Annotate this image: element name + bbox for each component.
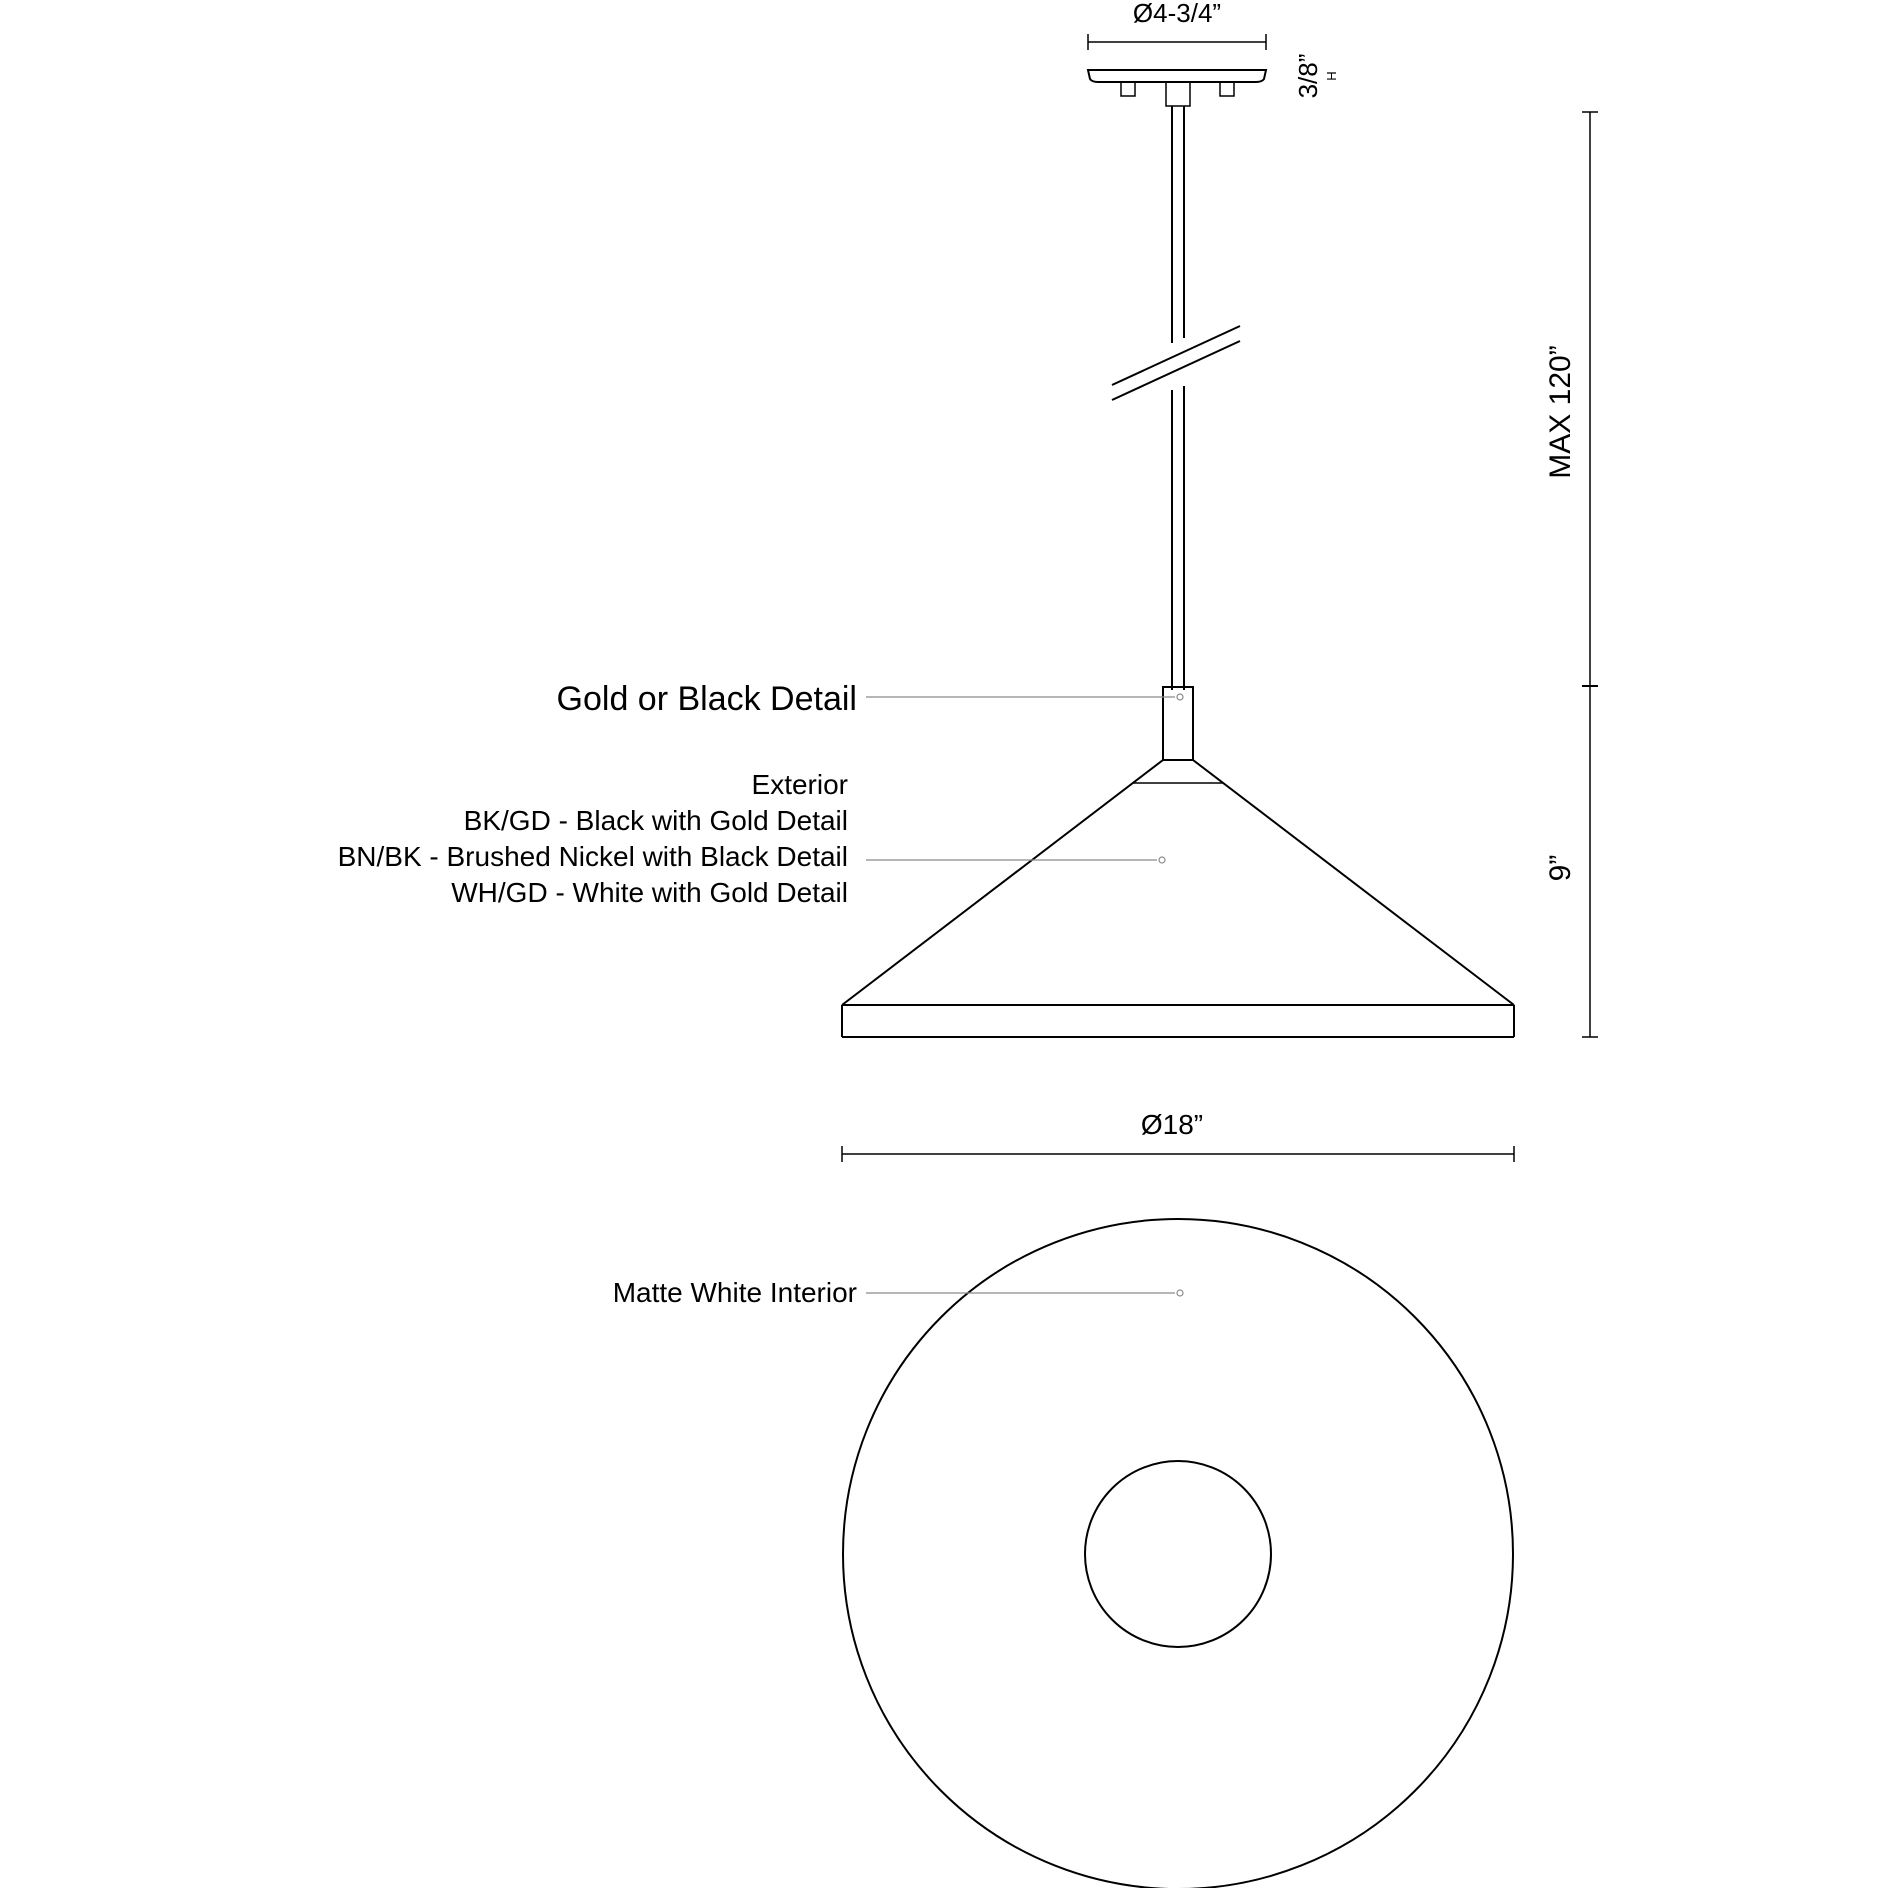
break-symbol bbox=[1112, 326, 1240, 400]
interior-callout bbox=[613, 1277, 1183, 1308]
exterior-option: WH/GD - White with Gold Detail bbox=[451, 877, 848, 908]
shade-bottom-view bbox=[843, 1219, 1513, 1888]
stem bbox=[1172, 106, 1184, 690]
canopy-height-unit: H bbox=[1324, 71, 1339, 81]
detail-callout-label: Gold or Black Detail bbox=[556, 680, 857, 718]
interior-callout-label: Matte White Interior bbox=[612, 1277, 857, 1308]
exterior-callout bbox=[338, 769, 1165, 908]
shade-diameter-label: Ø18” bbox=[1140, 1109, 1204, 1140]
shade-side-view bbox=[842, 760, 1514, 1037]
canopy-height-dimension bbox=[1293, 54, 1339, 99]
exterior-option: BN/BK - Brushed Nickel with Black Detail bbox=[337, 841, 848, 872]
exterior-title: Exterior bbox=[751, 769, 848, 800]
detail-callout bbox=[557, 680, 1183, 718]
exterior-option: BK/GD - Black with Gold Detail bbox=[463, 805, 848, 836]
canopy-diameter-label: Ø4-3/4” bbox=[1132, 0, 1222, 28]
overall-height-dimension bbox=[1544, 112, 1598, 1037]
shade-height-label: 9” bbox=[1544, 854, 1577, 882]
shade-diameter-dimension bbox=[842, 1109, 1514, 1162]
canopy-diameter-dimension bbox=[1088, 0, 1266, 50]
overall-max-label: MAX 120” bbox=[1544, 345, 1577, 479]
canopy bbox=[1088, 70, 1266, 106]
inner-circle bbox=[1085, 1461, 1271, 1647]
canopy-height-label: 3/8” bbox=[1293, 53, 1323, 99]
outer-circle bbox=[843, 1219, 1513, 1888]
